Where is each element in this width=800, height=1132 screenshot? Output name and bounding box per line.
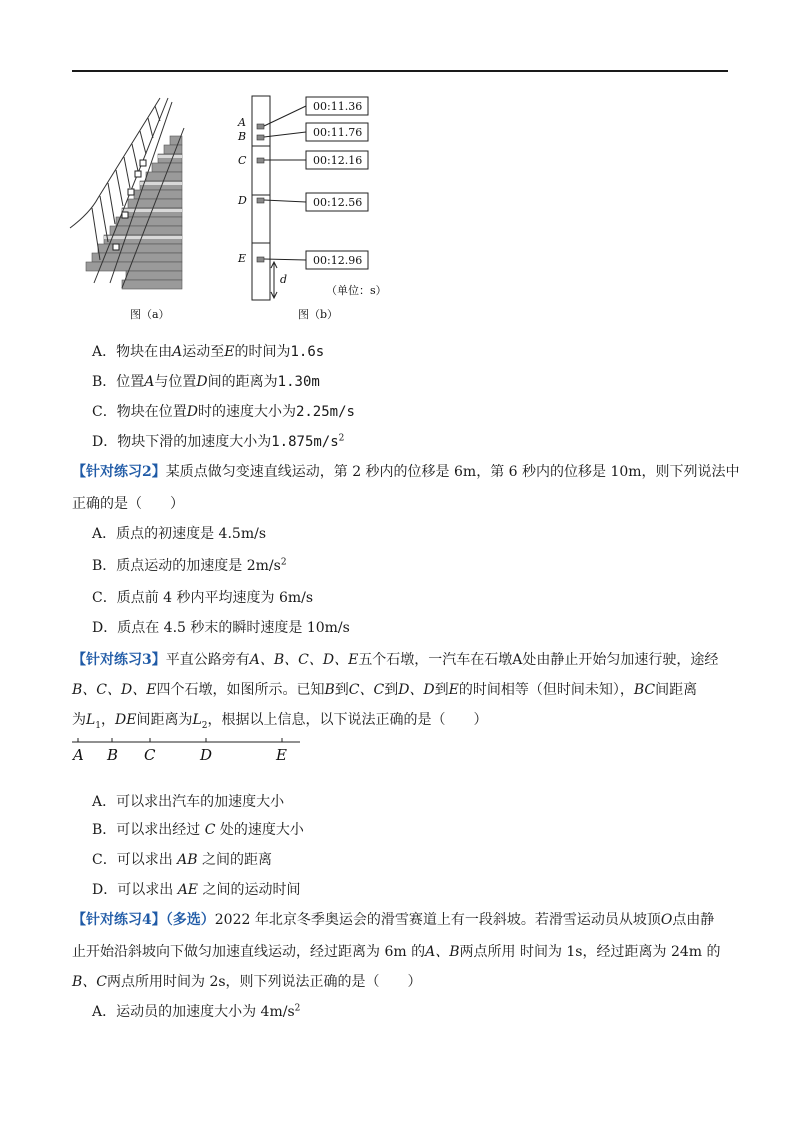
q2-stem-line1: 【针对练习2】某质点做匀变速直线运动，第 2 秒内的位移是 6m，第 6 秒内的位移是 10m，则下列说法中 — [72, 464, 740, 480]
q3-diagram-label-E: E — [276, 746, 287, 764]
figure-a-staircase — [70, 98, 184, 289]
q4-stem-line1: 【针对练习4】（多选）2022 年北京冬季奥运会的滑雪赛道上有一段斜坡。若滑雪运动员从坡顶O点由静 — [72, 912, 715, 928]
fig-b-label-E: E — [238, 252, 247, 265]
q3-road-diagram — [70, 736, 310, 770]
q3-diagram-label-B: B — [107, 746, 119, 764]
q3-diagram-label-D: D — [200, 746, 213, 764]
fig-b-time-C: 00:12.16 — [313, 154, 363, 167]
q3-option-c: C．可以求出 AB 之间的距离 — [92, 852, 273, 868]
fig-b-time-D: 00:12.56 — [313, 196, 363, 209]
q1-option-a: A．物块在由A运动至E的时间为1.6s — [92, 344, 325, 360]
q1-option-b: B．位置A与位置D间的距离为1.30m — [92, 374, 320, 390]
q2-stem-line2: 正确的是（ ） — [72, 496, 184, 512]
q3-header: 【针对练习3】 — [72, 652, 166, 668]
figure-stairs-and-timeline — [60, 88, 420, 328]
q2-option-d: D．质点在 4.5 秒末的瞬时速度是 10m/s — [92, 620, 350, 636]
q4-stem-line3: B、C两点所用时间为 2s，则下列说法正确的是（ ） — [72, 974, 422, 990]
q3-option-a: A．可以求出汽车的加速度大小 — [92, 794, 285, 810]
q2-header: 【针对练习2】 — [72, 464, 166, 480]
fig-b-time-A: 00:11.36 — [313, 100, 363, 113]
q2-option-c: C．质点前 4 秒内平均速度为 6m/s — [92, 590, 314, 606]
fig-b-d-label: d — [280, 273, 288, 286]
q3-stem-line3: 为$L_1$，DE间距离为$L_2$，根据以上信息，以下说法正确的是（ ） — [72, 712, 488, 731]
fig-b-label-C: C — [238, 154, 247, 167]
fig-a-caption: 图（a） — [130, 308, 170, 321]
q1-option-c: C．物块在位置D时的速度大小为2.25m/s — [92, 404, 355, 420]
q1-option-d: D．物块下滑的加速度大小为$1.875m/s^2$ — [92, 433, 345, 450]
q3-stem-line1: 【针对练习3】平直公路旁有A、B、C、D、E五个石墩，一汽车在石墩A处由静止开始匀加速行驶，途经 — [72, 652, 719, 668]
fig-b-label-D: D — [238, 194, 247, 207]
q2-option-b: B．质点运动的加速度是 $2m/s^2$ — [92, 557, 287, 574]
q3-option-d: D．可以求出 AE 之间的运动时间 — [92, 882, 301, 898]
fig-b-time-B: 00:11.76 — [313, 126, 363, 139]
fig-b-caption: 图（b） — [298, 308, 339, 321]
q2-option-a: A．质点的初速度是 4.5m/s — [92, 526, 267, 542]
fig-b-label-A: A — [238, 116, 246, 129]
fig-b-unit-note: （单位：s） — [326, 284, 387, 297]
q4-stem-line2: 止开始沿斜坡向下做匀加速直线运动，经过距离为 6m 的A、B两点所用 时间为 1s，经过距离为 24m 的 — [72, 944, 721, 960]
q3-diagram-label-C: C — [144, 746, 156, 764]
fig-b-label-B: B — [238, 130, 247, 143]
fig-b-time-E: 00:12.96 — [313, 254, 363, 267]
header-rule — [72, 70, 728, 72]
q4-header: 【针对练习4】（多选） — [72, 912, 215, 928]
q3-option-b: B．可以求出经过 C 处的速度大小 — [92, 822, 304, 838]
q3-stem-line2: B、C、D、E四个石墩，如图所示。已知B到C、C到D、D到E的时间相等（但时间未知），BC间距离 — [72, 682, 698, 698]
q4-option-a: A．运动员的加速度大小为 $4m/s^2$ — [92, 1003, 301, 1020]
q3-diagram-label-A: A — [73, 746, 84, 764]
